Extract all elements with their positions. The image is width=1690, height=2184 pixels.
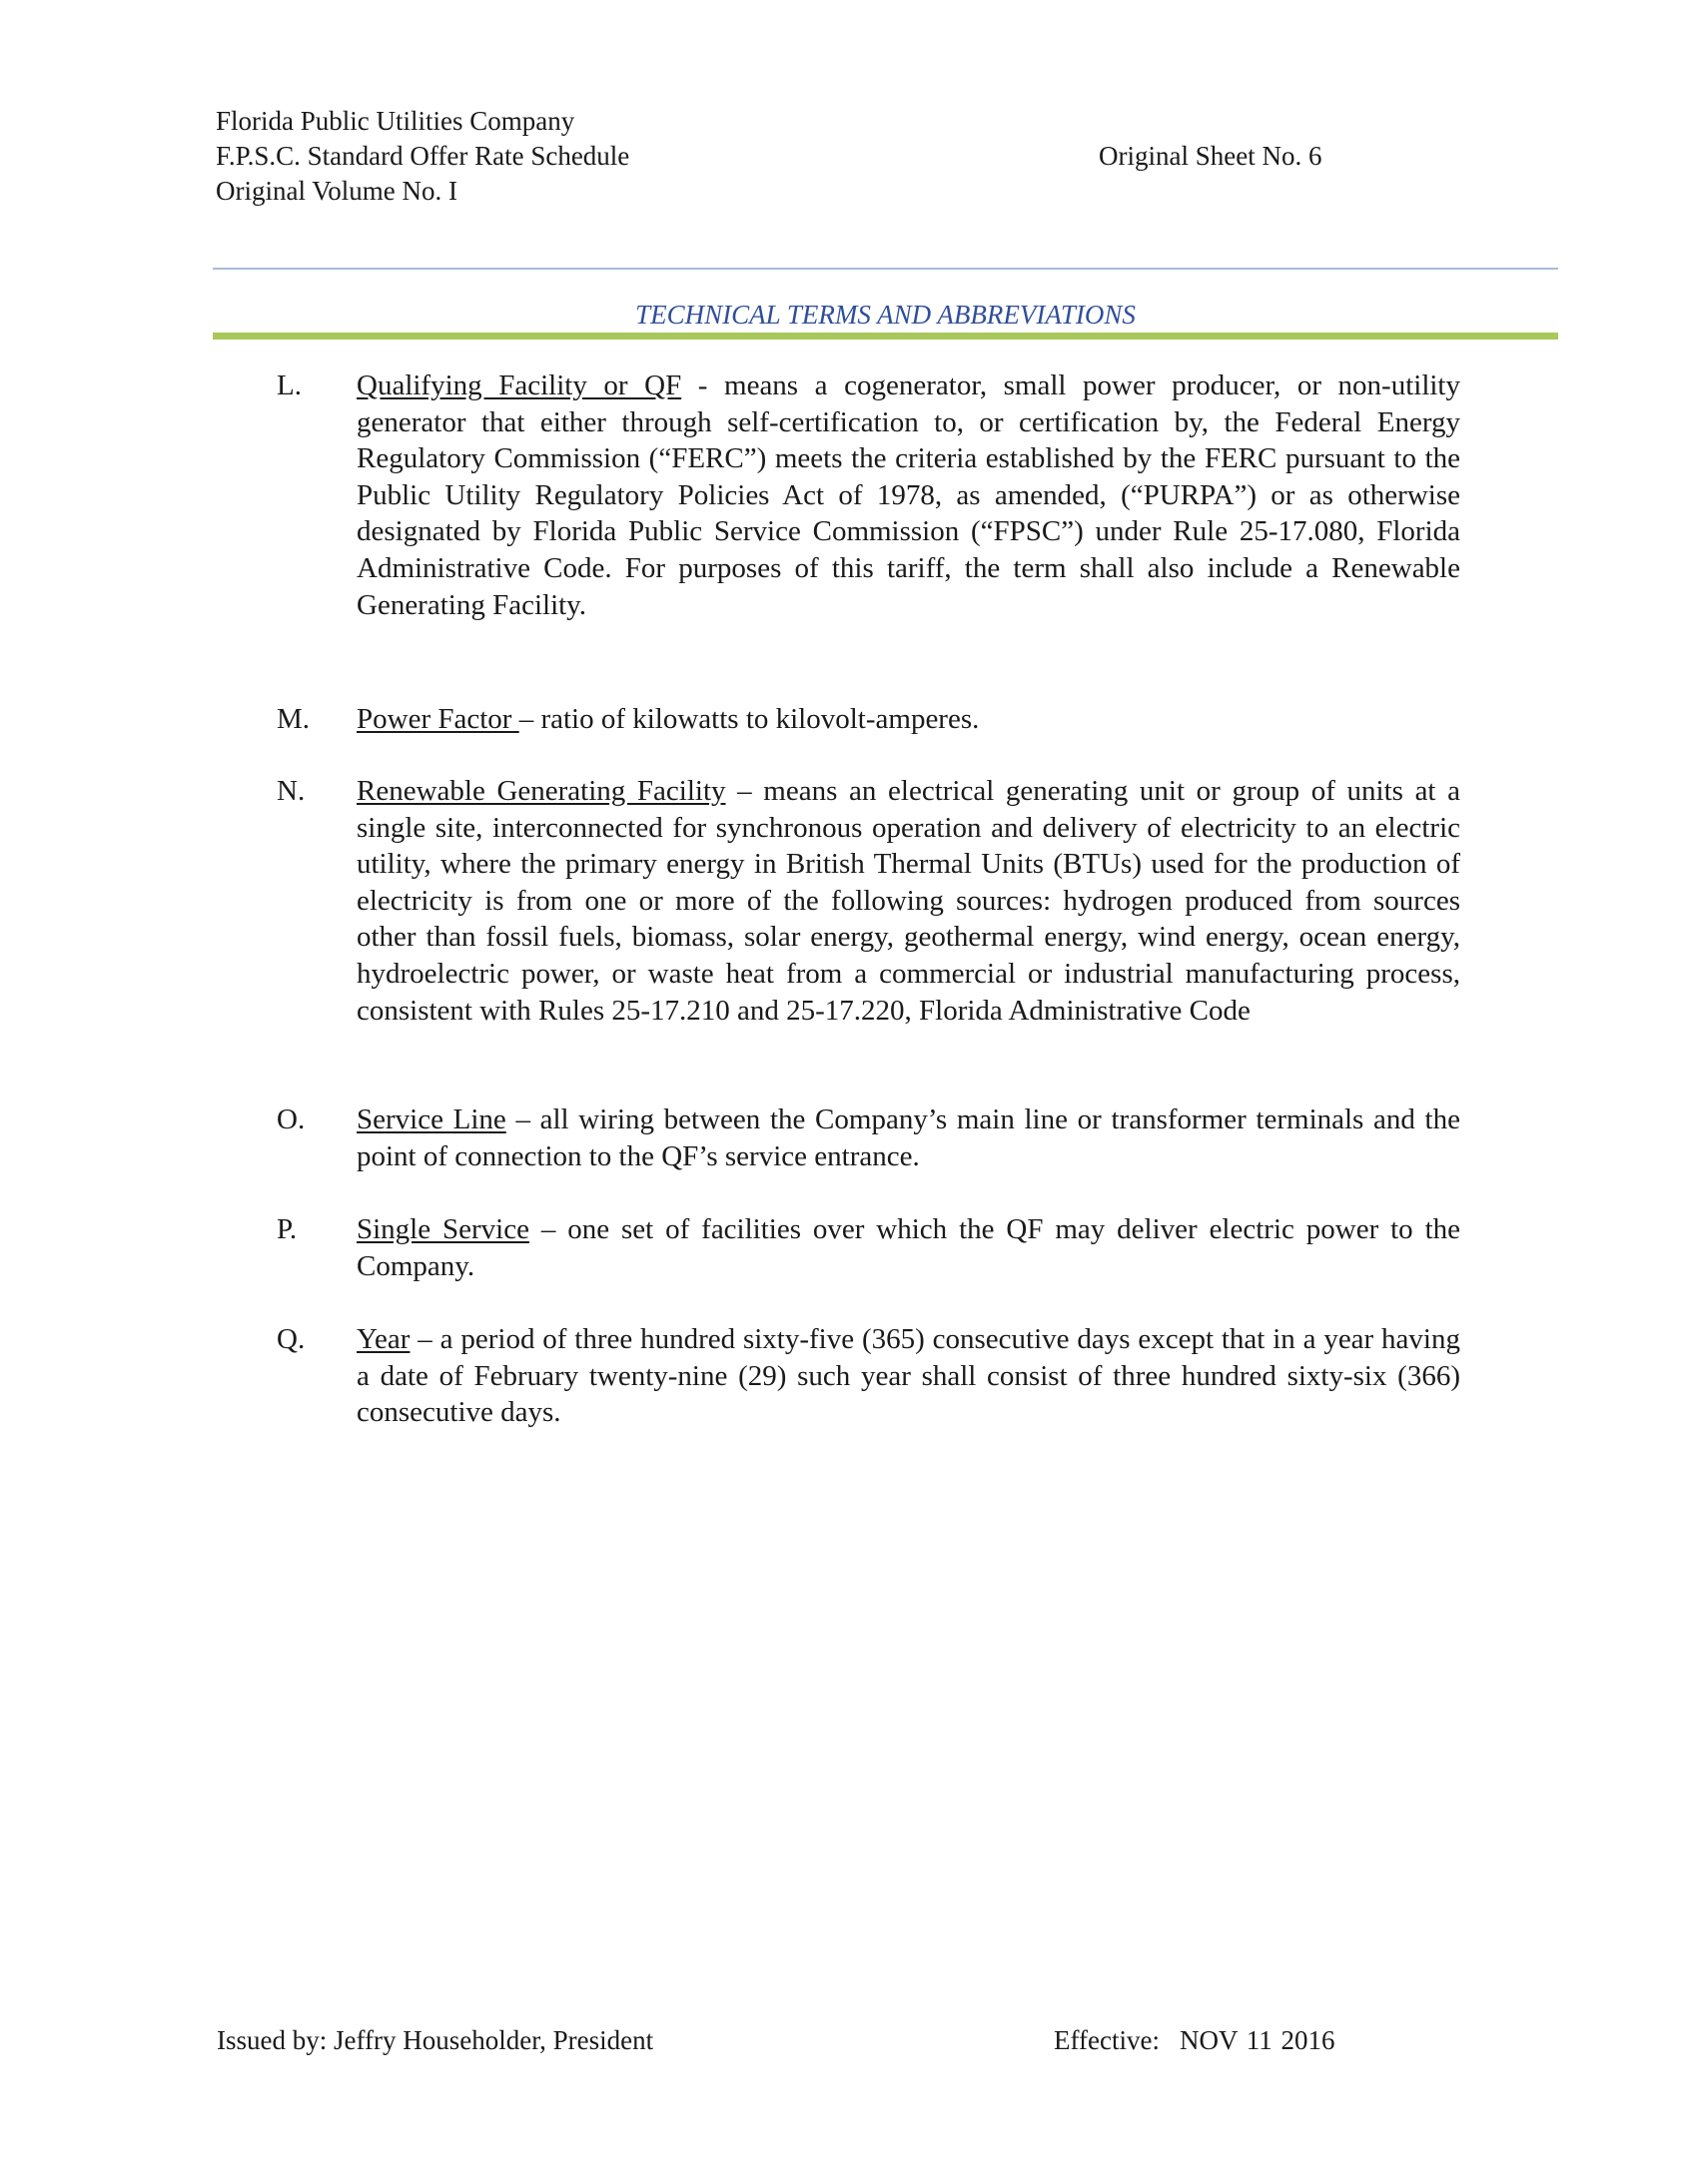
term-text: – means an electrical generating unit or group of units at a single site, interconnected for synchronous operation and delivery of electricity to an electric utility, where the primary energy in British Thermal Units (BTUs) used for the production of electricity is from one or more of the following sources: hydrogen produced from sources other than fossil fuels, biomass, solar energy, geothermal energy, wind energy, ocean energy, hydroelectric power, or waste heat from a commercial or industrial manufacturing process, consistent with Rules 25-17.210 and 25-17.220, Florida Administrative Code [357,775,1460,1027]
term-letter: P. [277,1213,298,1245]
term-definition [357,701,1460,738]
section-title-rule [213,333,1558,340]
term-letter: M. [277,703,311,735]
term-text: – ratio of kilowatts to kilovolt-amperes. [518,703,980,735]
term-letter: N. [277,775,306,807]
term-definition [357,773,1460,1029]
term-name: Single Service [357,1213,529,1245]
section-title: TECHNICAL TERMS AND ABBREVIATIONS [635,300,1136,330]
term-definition [357,1321,1460,1431]
effective-date: NOV 11 2016 [1179,2025,1335,2055]
company-name: Florida Public Utilities Company [216,106,575,136]
term-text: – all wiring between the Company’s main line or transformer terminals and the point of connection to the QF’s service entrance. [357,1103,1460,1172]
rate-schedule-name: F.P.S.C. Standard Offer Rate Schedule [216,141,630,171]
term-text: - means a cogenerator, small power producer, or non-utility generator that either through self-certification to, or certification by, the Federal Energy Regulatory Commission (“FERC”) meets the criteria established by the FERC pursuant to the Public Utility Regulatory Policies Act of 1978, as amended, (“PURPA”) or as otherwise designated by Florida Public Service Commission (“FPSC”) under Rule 25-17.080, Florida Administrative Code. For purposes of this tariff, the term shall also include a Renewable Generating Facility. [357,369,1460,621]
effective-date-block [1054,2023,1334,2057]
term-name: Renewable Generating Facility [357,775,726,807]
term-definition [357,1101,1460,1174]
term-text: – a period of three hundred sixty-five (365) consecutive days except that in a year having a date of February twenty-nine (29) such year shall consist of three hundred sixty-six (366) consecutive days. [357,1323,1460,1429]
term-definition [357,367,1460,623]
issued-by: Issued by: Jeffry Householder, President [217,2025,654,2055]
term-letter: L. [277,369,302,401]
volume-number: Original Volume No. I [216,176,457,206]
term-name: Qualifying Facility or QF [357,369,682,401]
term-definition [357,1211,1460,1284]
term-name: Year [357,1323,411,1355]
document-header [216,104,629,209]
term-name: Power Factor [357,703,519,735]
term-name: Service Line [357,1103,506,1135]
term-letter: O. [277,1103,306,1135]
header-divider [213,268,1558,270]
effective-label: Effective: [1054,2025,1160,2055]
term-letter: Q. [277,1323,306,1355]
term-text: – one set of facilities over which the QF may deliver electric power to the Company. [357,1213,1461,1282]
sheet-number: Original Sheet No. 6 [1099,141,1322,171]
